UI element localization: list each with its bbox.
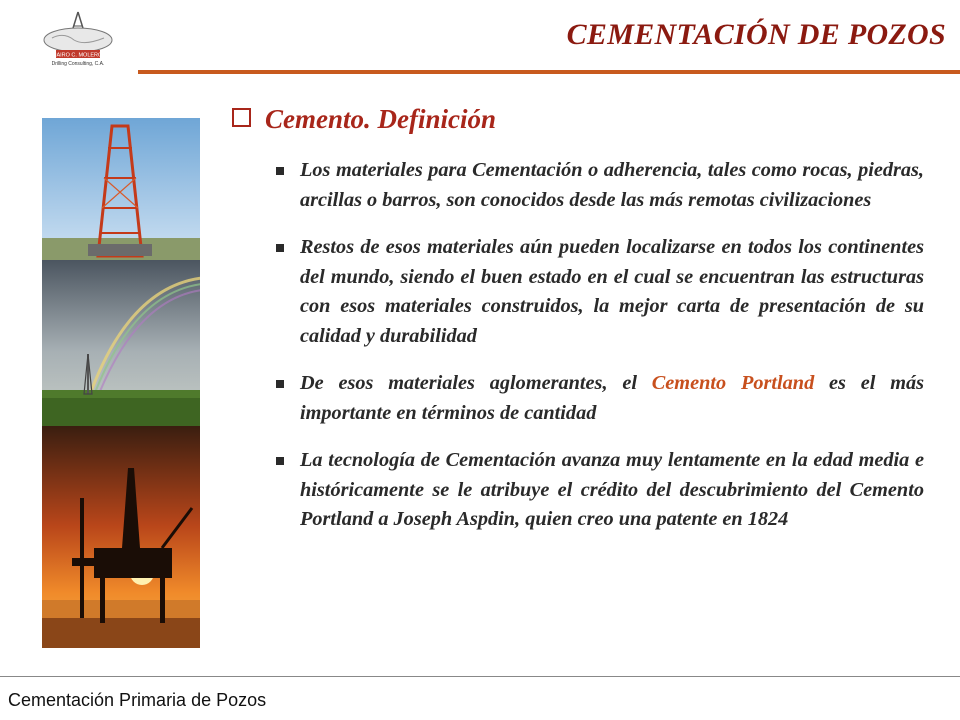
square-bullet-icon <box>276 380 284 388</box>
bullet-text: La tecnología de Cementación avanza muy lentamente en la edad media e históricamente se le atribuye el crédito del descubrimiento del Cemento Portland a Joseph Aspdin, quien creo una patente en 1824 <box>300 449 924 530</box>
square-bullet-icon <box>276 244 284 252</box>
bullet-text-end: es el más importante en términos de cantidad <box>300 372 924 424</box>
section-title <box>232 104 496 135</box>
bullet-text-start: De esos materiales aglomerantes, el <box>300 372 652 394</box>
company-logo <box>34 10 122 74</box>
checkbox-bullet-icon <box>232 108 251 127</box>
rainbow-field-rig-photo <box>42 260 200 426</box>
bullet-item <box>272 156 924 215</box>
logo-subtitle: Drilling Consulting, C.A. <box>51 61 105 67</box>
bullet-text: Restos de esos materiales aún pueden localizarse en todos los continentes del mundo, siendo el buen estado en el cual se encuentran las estructuras con esos materiales construidos, la mejor carta de presentación de su calidad y durabilidad <box>300 236 924 347</box>
logo-name: JAIRO C. MOLERO <box>53 52 103 59</box>
bullet-list <box>272 156 924 553</box>
bullet-item <box>272 446 924 535</box>
bullet-item <box>272 233 924 351</box>
bullet-item <box>272 369 924 428</box>
title-divider <box>138 70 960 74</box>
footer-text: Cementación Primaria de Pozos <box>8 690 267 710</box>
cemento-portland-highlight: Cemento Portland <box>651 372 815 394</box>
logo-globe-icon <box>44 28 112 52</box>
drilling-rig-photo <box>42 118 200 260</box>
square-bullet-icon <box>276 167 284 175</box>
page-title: CEMENTACIÓN DE POZOS <box>566 18 946 51</box>
bullet-text: Los materiales para Cementación o adherencia, tales como rocas, piedras, arcillas o barros, son conocidos desde las más remotas civilizaciones <box>300 159 924 211</box>
footer-divider <box>0 676 960 677</box>
square-bullet-icon <box>276 457 284 465</box>
photo-strip <box>42 118 200 648</box>
section-title-text: Cemento. Definición <box>265 104 496 134</box>
offshore-rig-sunset-photo <box>42 426 200 648</box>
